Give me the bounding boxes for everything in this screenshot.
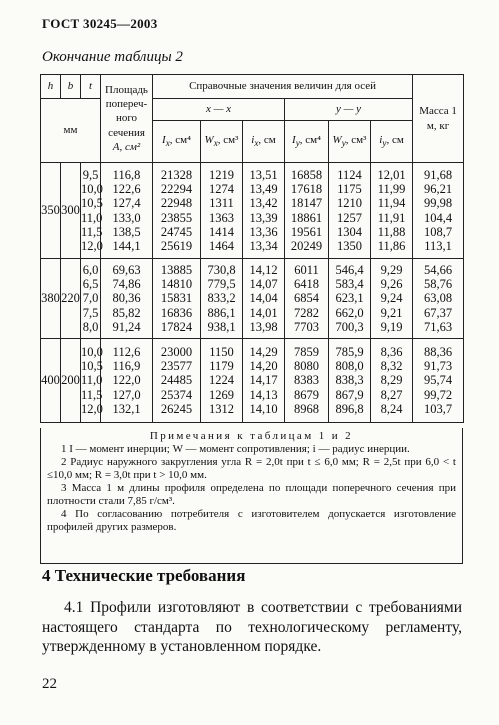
table-row <box>41 163 464 259</box>
cell-b: 300 <box>61 163 81 259</box>
cell-Wx: 1219 1274 1311 1363 1414 1464 <box>201 163 243 259</box>
page-number: 22 <box>42 676 57 692</box>
axis-x-header: x — x <box>153 99 285 121</box>
col-area <box>101 75 153 163</box>
cell-mass: 54,66 58,76 63,08 67,37 71,63 <box>413 259 464 339</box>
table-row <box>41 339 464 423</box>
cell-t: 9,5 10,0 10,5 11,0 11,5 12,0 <box>81 163 101 259</box>
col-mm: мм <box>41 99 101 163</box>
cell-iy: 9,29 9,26 9,24 9,21 9,19 <box>371 259 413 339</box>
col-reference: Справочные значения величин для осей <box>153 75 413 99</box>
col-Wx: $W_x$, см³ <box>201 121 243 163</box>
cell-Iy: 16858 17618 18147 18861 19561 20249 <box>285 163 329 259</box>
cell-t: 10,0 10,5 11,0 11,5 12,0 <box>81 339 101 423</box>
cell-h: 380 <box>41 259 61 339</box>
cell-Iy: 7859 8080 8383 8679 8968 <box>285 339 329 423</box>
cell-ix: 14,12 14,07 14,04 14,01 13,98 <box>243 259 285 339</box>
cell-Ix: 23000 23577 24485 25374 26245 <box>153 339 201 423</box>
cell-Wy: 1124 1175 1210 1257 1304 1350 <box>329 163 371 259</box>
cell-h: 350 <box>41 163 61 259</box>
cell-b: 200 <box>61 339 81 423</box>
cell-iy: 8,36 8,32 8,29 8,27 8,24 <box>371 339 413 423</box>
cell-t: 6,0 6,5 7,0 7,5 8,0 <box>81 259 101 339</box>
cell-mass: 88,36 91,73 95,74 99,72 103,7 <box>413 339 464 423</box>
col-Iy: $I_y$, см⁴ <box>285 121 329 163</box>
col-h: h <box>41 75 61 99</box>
cell-Wx: 730,8 779,5 833,2 886,1 938,1 <box>201 259 243 339</box>
section-title: 4 Технические требования <box>42 566 246 585</box>
cell-ix: 13,51 13,49 13,42 13,39 13,36 13,34 <box>243 163 285 259</box>
note-item: 1 I — момент инерции; W — момент сопротивления; i — радиус инерции. <box>61 443 410 455</box>
section-paragraph: 4.1 Профили изготовляют в соответствии с требованиями настоящего стандарта по технологическому регламенту, утвержденному в установленном порядке. <box>42 599 462 655</box>
cell-ix: 14,29 14,20 14,17 14,13 14,10 <box>243 339 285 423</box>
table-caption: Окончание таблицы 2 <box>42 49 183 65</box>
cell-Wx: 1150 1179 1224 1269 1312 <box>201 339 243 423</box>
col-area-symbol: A, см² <box>112 140 141 153</box>
col-iy: $i_y$, см <box>371 121 413 163</box>
note-item: 2 Радиус наружного закругления угла R = 2,0t при t ≤ 6,0 мм; R = 2,5t при 6,0 < t ≤10,0 мм; R = 3,0t при t > 10,0 мм. <box>47 456 456 481</box>
note-item: 4 По согласованию потребителя с изготовителем допускается изготовление профилей других размеров. <box>47 508 456 533</box>
cell-Iy: 6011 6418 6854 7282 7703 <box>285 259 329 339</box>
cell-h: 400 <box>41 339 61 423</box>
cell-mass: 91,68 96,21 99,98 104,4 108,7 113,1 <box>413 163 464 259</box>
cell-iy: 12,01 11,99 11,94 11,91 11,88 11,86 <box>371 163 413 259</box>
cell-A: 116,8 122,6 127,4 133,0 138,5 144,1 <box>101 163 153 259</box>
standard-header: ГОСТ 30245—2003 <box>42 16 158 31</box>
note-item: 3 Масса 1 м длины профиля определена по площади поперечного сечения при плотности стали 7,85 г/см³. <box>47 482 456 507</box>
cell-Ix: 21328 22294 22948 23855 24745 25619 <box>153 163 201 259</box>
col-Wy: $W_y$, см³ <box>329 121 371 163</box>
cell-A: 69,63 74,86 80,36 85,82 91,24 <box>101 259 153 339</box>
col-area-label: Площадь попереч-ного сечения <box>105 83 148 139</box>
cell-Wy: 546,4 583,4 623,1 662,0 700,3 <box>329 259 371 339</box>
notes-title: Примечания к таблицам 1 и 2 <box>149 430 354 442</box>
cell-A: 112,6 116,9 122,0 127,0 132,1 <box>101 339 153 423</box>
profile-table <box>40 74 464 423</box>
col-t: t <box>81 75 101 99</box>
cell-Ix: 13885 14810 15831 16836 17824 <box>153 259 201 339</box>
col-ix: $i_x$, см <box>243 121 285 163</box>
col-b: b <box>61 75 81 99</box>
cell-Wy: 785,9 808,0 838,3 867,9 896,8 <box>329 339 371 423</box>
col-mass: Масса 1 м, кг <box>413 75 464 163</box>
cell-b: 220 <box>61 259 81 339</box>
col-Ix: $I_x$, см⁴ <box>153 121 201 163</box>
axis-y-header: y — y <box>285 99 413 121</box>
table-notes <box>40 428 463 564</box>
table-row <box>41 259 464 339</box>
